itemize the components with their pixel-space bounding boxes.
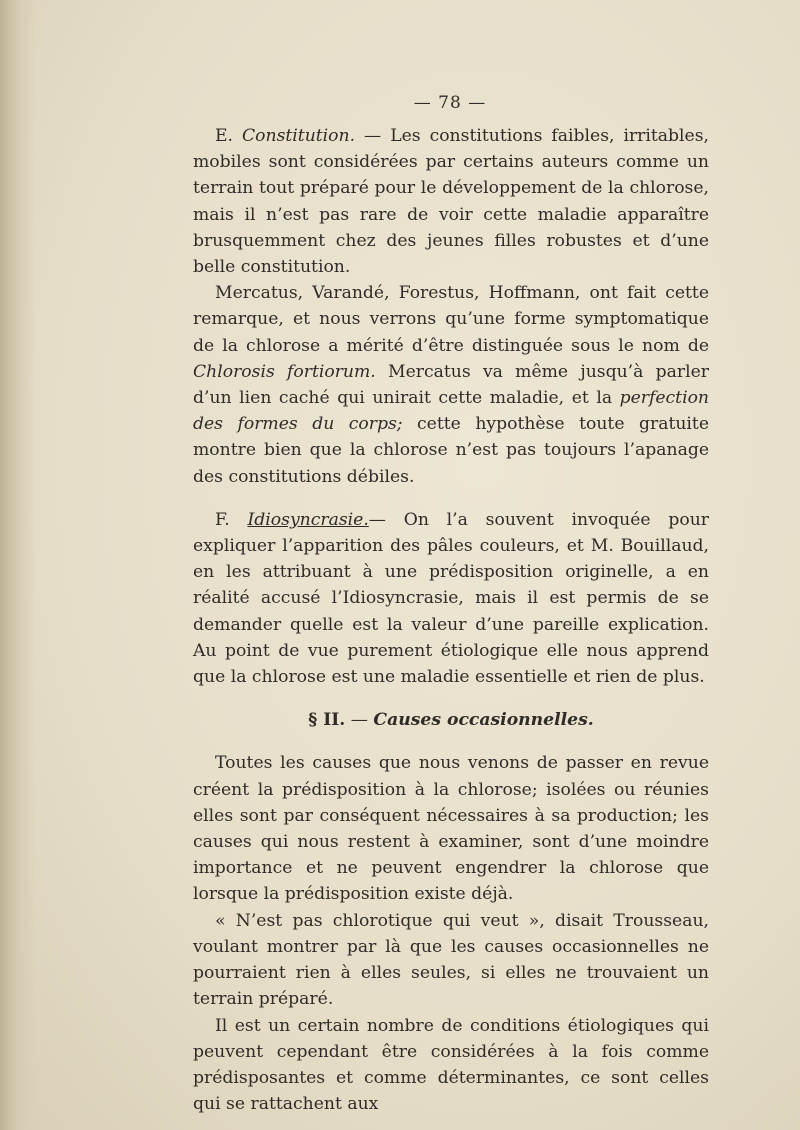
- paragraph-toutes-les-causes: Toutes les causes que nous venons de passer en revue créent la prédisposition à la chlorose; isolées ou réunies elles sont par conséquent nécessaires à sa production; les causes qui nous restent à examiner, sont d’une moindre importance et ne peuvent engendrer la chlorose que lorsque la prédisposition existe déjà.: [193, 753, 709, 905]
- section-ii-label: § II.: [308, 710, 346, 731]
- text-run: Mercatus va même jusqu’à parler d’un lien caché qui unirait cette maladie, et la: [193, 361, 709, 409]
- text-run: cette hypothèse toute gratuite montre bien que la chlorose n’est pas toujours l’apanage des constitutions débiles.: [193, 414, 709, 487]
- paragraph-idiosyncrasie: [193, 507, 709, 690]
- section-e-label: E.: [215, 126, 234, 146]
- section-e-body: — Les constitutions faibles, irritables, mobiles sont considérées par certains auteurs comme un terrain tout préparé pour le développement de la chlorose, mais il n’est pas rare de voir cette maladie apparaître brusquemment chez des jeunes filles robustes et d’une belle constitution.: [193, 126, 710, 278]
- paragraph-conditions: Il est un certain nombre de conditions étiologiques qui peuvent cependant être considérées à la fois comme prédisposantes et comme déterminantes, ce sont celles qui se rattachent aux: [193, 1015, 709, 1115]
- page-gutter-shadow: [0, 0, 36, 1130]
- section-f-body: — On l’a souvent invoquée pour expliquer l’apparition des pâles couleurs, et M. Bouillaud, en les attribuant à une prédisposition originelle, a en réalité accusé l’Idiosyncrasie, mais il est permis de se demander quelle est la valeur d’une pareille explication. Au point de vue purement étiologique elle nous apprend que la chlorose est une maladie essentielle et rien de plus.: [193, 509, 709, 688]
- paragraph-trousseau: « N’est pas chlorotique qui veut », disait Trousseau, voulant montrer par là que les causes occasionnelles ne pourraient rien à elles seules, si elles ne trouvaient un terrain préparé.: [193, 910, 709, 1010]
- heading-dash: —: [345, 710, 374, 731]
- section-f-title: Idiosyncrasie.: [247, 509, 369, 530]
- italic-chlorosis-fortiorum: Chlorosis fortiorum.: [193, 361, 376, 382]
- section-f-label: F.: [215, 509, 230, 530]
- section-e-title: Constitution.: [242, 126, 356, 146]
- page-body: [193, 123, 709, 1117]
- page-number: — 78 —: [413, 93, 487, 113]
- paragraph-mercatus: [193, 280, 709, 490]
- section-heading: [193, 707, 709, 733]
- italic-perfection: perfection des formes du corps;: [193, 388, 709, 435]
- paragraph-constitution: [193, 123, 709, 280]
- section-ii-title: Causes occasionnelles.: [373, 710, 594, 731]
- text-run: Mercatus, Varandé, Forestus, Hoffmann, ont fait cette remarque, et nous verrons qu’une forme symptomatique de la chlorose a mérité d’être distinguée sous le nom de: [193, 283, 709, 356]
